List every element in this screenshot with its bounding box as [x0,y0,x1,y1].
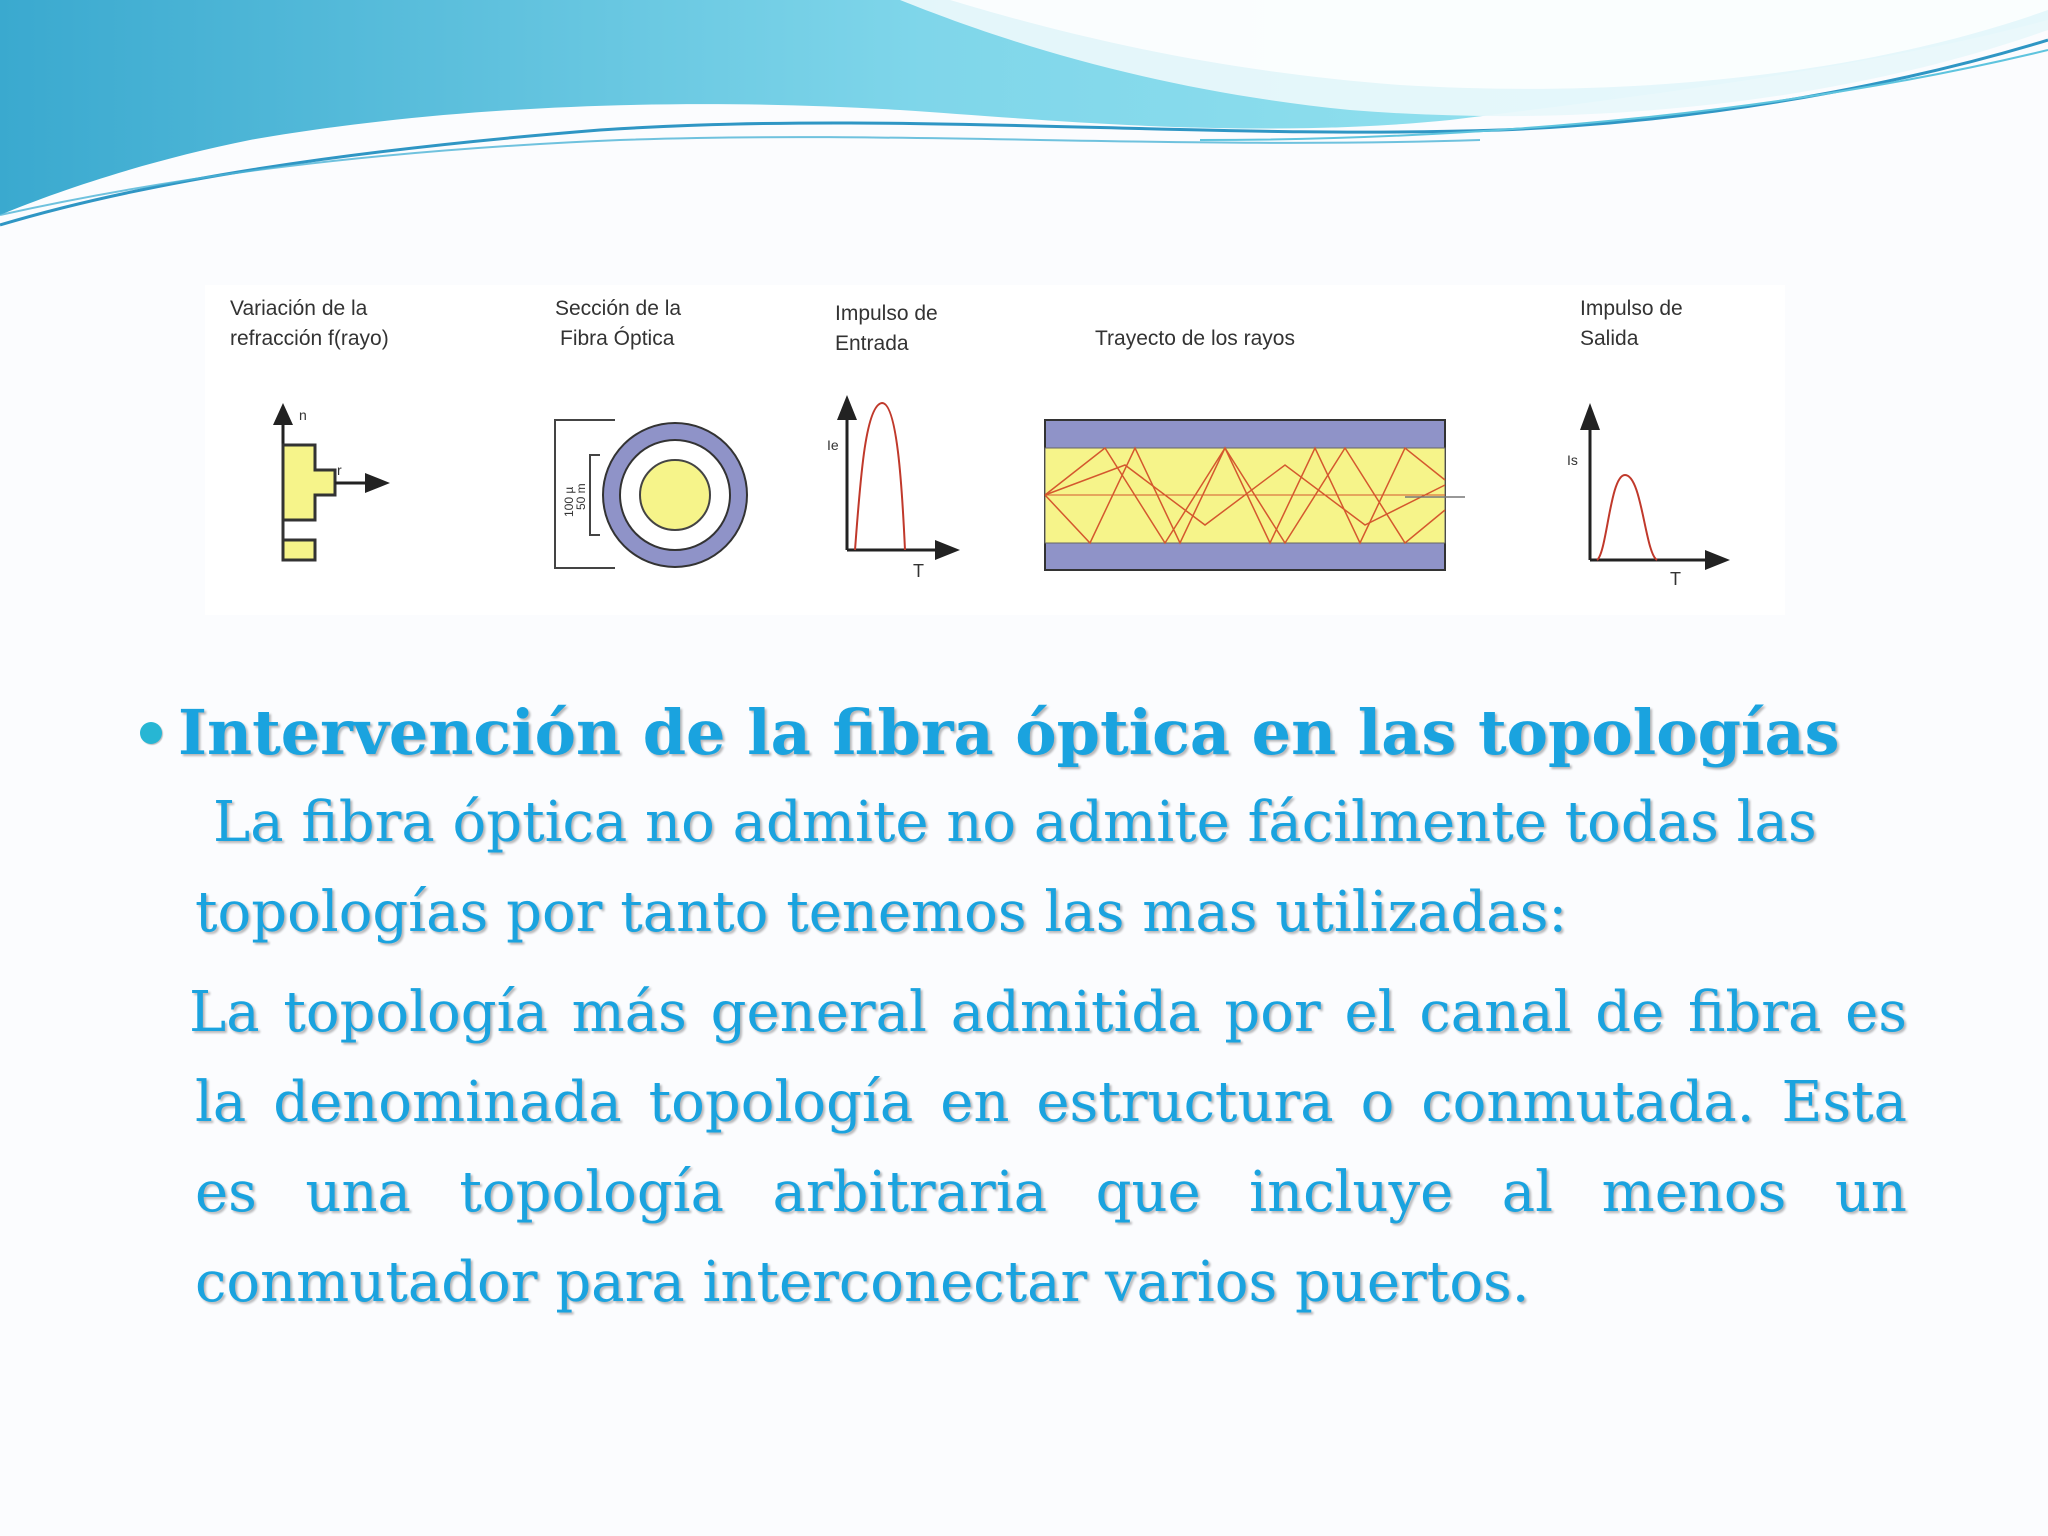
axis-label-r: r [337,462,342,478]
label-refraction-line2: refracción f(rayo) [230,327,389,350]
fiber-cross-section [555,420,747,568]
output-pulse-graph [1567,403,1730,589]
axis-label-t-input: T [913,561,924,581]
label-input-line1: Impulso de [835,302,938,325]
paragraph-2: La topología más general admitida por el canal de fibra es la denominada topología en estructura o conmutada. Esta es una topología arbitraria que incluye al menos un conmutador para interconectar varios puertos. [189,980,1907,1315]
refraction-profile-graph [273,403,390,560]
label-output-line1: Impulso de [1580,297,1683,320]
label-input-line2: Entrada [835,332,909,355]
axis-label-is: Is [1567,452,1578,468]
dimension-outer: 100 µ [562,486,576,517]
bullet-item [140,688,1910,778]
label-section-line2: Fibra Óptica [560,327,675,350]
label-refraction-line1: Variación de la [230,297,368,320]
label-section-line1: Sección de la [555,297,682,320]
axis-label-n: n [299,407,307,423]
axis-label-ie: Ie [827,437,839,453]
slide-content [140,688,1910,1328]
dimension-inner: 50 m [574,483,588,510]
ray-path-graph [1045,420,1465,570]
paragraph-1: La fibra óptica no admite no admite fácilmente todas las topologías por tanto tenemos las mas utilizadas: [195,790,1817,945]
header-wave-decoration [0,0,2048,240]
label-output-line2: Salida [1580,327,1639,350]
axis-label-t-output: T [1670,569,1681,589]
bullet-heading: Intervención de la fibra óptica en las topologías [178,696,1840,769]
label-ray-path: Trayecto de los rayos [1095,327,1295,350]
bullet-icon [140,722,162,744]
fiber-optic-diagram [205,285,1785,615]
input-pulse-graph [827,395,960,581]
